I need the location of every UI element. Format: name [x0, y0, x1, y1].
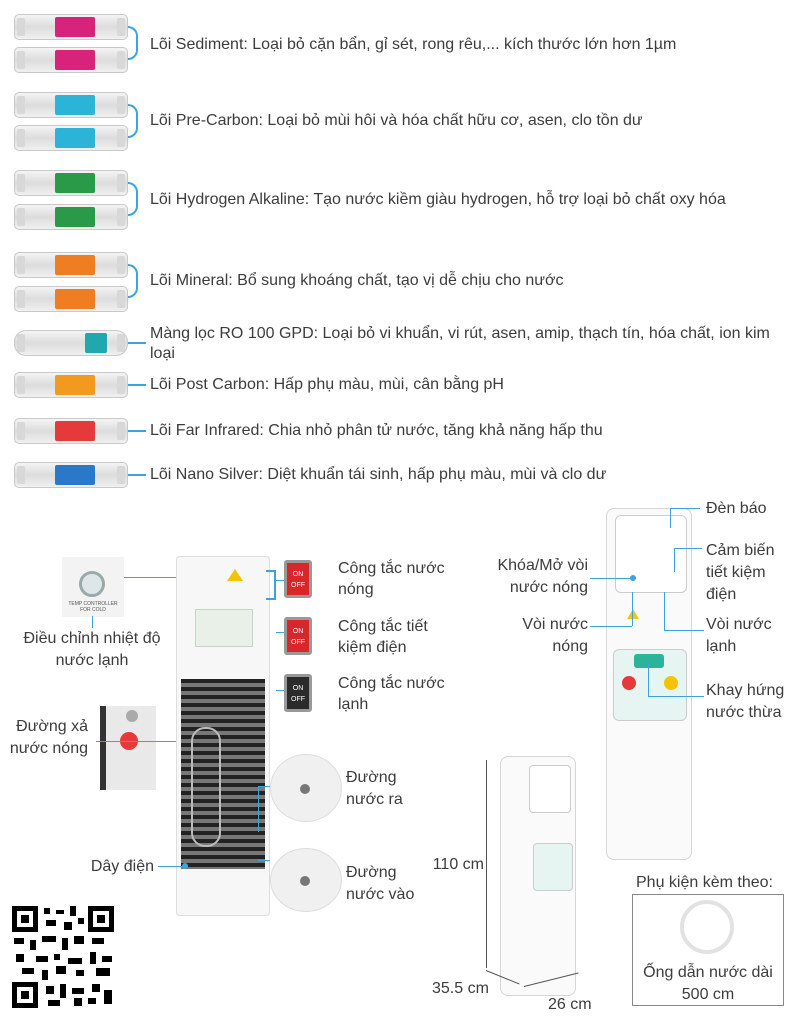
filter-far-infrared-text: Lõi Far Infrared: Chia nhỏ phân tử nước, tăng khả năng hấp thu — [150, 422, 603, 439]
hot-water-switch[interactable] — [284, 560, 312, 598]
top-panel — [615, 515, 687, 593]
hot-tap-label: Vòi nước nóng — [522, 616, 588, 655]
temp-dial-inset — [62, 557, 124, 617]
filter-hydrogen-text: Lõi Hydrogen Alkaline: Tạo nước kiềm giàu hydrogen, hỗ trợ loại bỏ chất oxy hóa — [150, 191, 726, 208]
width-dimension: 26 cm — [548, 996, 592, 1013]
far-infrared-cartridge-image — [14, 418, 128, 444]
height-dimension: 110 cm — [432, 856, 484, 873]
switch-on-text: ON — [292, 628, 304, 635]
water-out-port — [270, 754, 342, 822]
water-out-label: Đường nước ra — [346, 769, 403, 808]
dispenser-back-body — [176, 556, 270, 916]
hydrogen-cartridge-image — [14, 204, 128, 230]
cold-switch-label: Công tắc nước lạnh — [338, 675, 445, 713]
qr-code-image — [12, 906, 114, 1008]
water-in-label: Đường nước vào — [346, 864, 415, 903]
nano-silver-cartridge-image — [14, 462, 128, 488]
sediment-cartridge-image — [14, 14, 128, 40]
depth-dimension: 35.5 cm — [432, 980, 489, 997]
water-in-port — [270, 848, 342, 912]
accessory-item-label: Ống dẫn nước dài 500 cm — [643, 964, 773, 1003]
hydrogen-cartridge-image — [14, 170, 128, 196]
temp-adjust-label: Điều chỉnh nhiệt độ nước lạnh — [23, 630, 161, 669]
warning-icon — [227, 569, 243, 581]
eco-switch-label: Công tắc tiết kiệm điện — [338, 618, 428, 656]
drip-tray-label: Khay hứng nước thừa — [706, 682, 785, 721]
spec-sticker — [195, 609, 253, 647]
filter-pre-carbon-text: Lõi Pre-Carbon: Loại bỏ mùi hôi và hóa chất hữu cơ, asen, clo tồn dư — [150, 112, 643, 129]
power-cord-coil — [191, 727, 221, 847]
switch-on-text: ON — [292, 571, 304, 578]
mineral-cartridge-image — [14, 286, 128, 312]
filter-sediment-text: Lõi Sediment: Loại bỏ cặn bẩn, gỉ sét, rong rêu,... kích thước lớn hơn 1µm — [150, 36, 677, 53]
power-cord-label: Dây điện — [90, 858, 154, 875]
indicator-label: Đèn báo — [706, 500, 767, 517]
water-tube-image — [680, 900, 734, 954]
filter-post-carbon-text: Lõi Post Carbon: Hấp phụ màu, mùi, cân bằng pH — [150, 376, 504, 393]
post-carbon-cartridge-image — [14, 372, 128, 398]
dispenser-front-body — [606, 508, 692, 860]
accessory-heading: Phụ kiện kèm theo: — [636, 874, 773, 891]
filter-ro-text: Màng lọc RO 100 GPD: Loại bỏ vi khuẩn, vi rút, asen, amip, thạch tín, hóa chất, ion kim loại — [150, 325, 770, 362]
pre-carbon-cartridge-image — [14, 125, 128, 151]
filter-nano-silver-text: Lõi Nano Silver: Diệt khuẩn tái sinh, hấp phụ màu, mùi và clo dư — [150, 466, 607, 483]
hot-drain-inset — [100, 706, 156, 790]
pre-carbon-cartridge-image — [14, 92, 128, 118]
hot-switch-label: Công tắc nước nóng — [338, 560, 445, 598]
temp-dial-text: TEMP CONTROLLER FOR COLD — [68, 601, 118, 613]
sediment-cartridge-image — [14, 47, 128, 73]
switch-off-text: OFF — [291, 582, 305, 589]
cold-tap-label: Vòi nước lạnh — [706, 616, 772, 655]
sensor-label: Cảm biến tiết kiệm điện — [706, 542, 775, 603]
eco-switch[interactable] — [284, 617, 312, 655]
filter-mineral-text: Lõi Mineral: Bổ sung khoáng chất, tạo vị dễ chịu cho nước — [150, 272, 564, 289]
switch-off-text: OFF — [291, 696, 305, 703]
control-panel — [613, 649, 687, 721]
hot-warning-icon — [627, 609, 639, 619]
mineral-cartridge-image — [14, 252, 128, 278]
cold-water-switch[interactable] — [284, 674, 312, 712]
hot-drain-label: Đường xả nước nóng — [9, 718, 88, 757]
dispenser-side-body — [500, 756, 576, 996]
switch-off-text: OFF — [291, 639, 305, 646]
temp-dial-knob — [79, 571, 105, 597]
ro-membrane-image — [14, 330, 128, 356]
lock-label: Khóa/Mở vòi nước nóng — [497, 557, 588, 596]
switch-on-text: ON — [292, 685, 304, 692]
